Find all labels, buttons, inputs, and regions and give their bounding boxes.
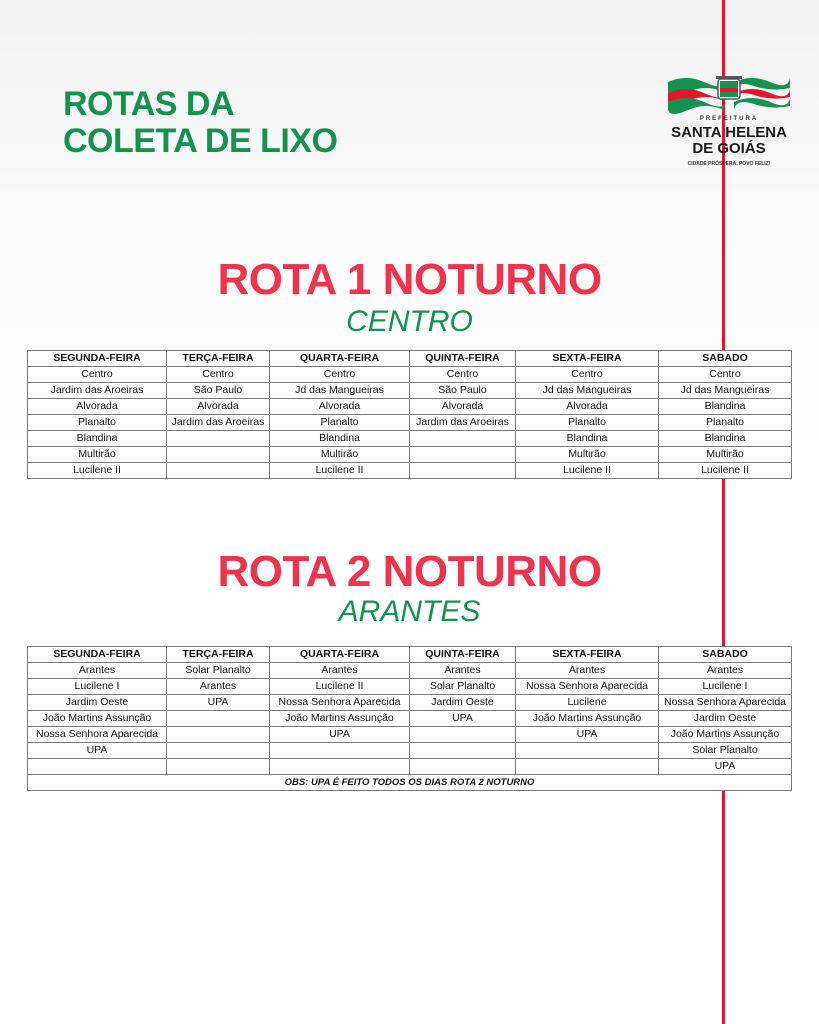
- route1-title: ROTA 1 NOTURNO: [217, 255, 602, 304]
- table-cell: Lucilene II: [270, 463, 410, 479]
- page-title-line2: COLETA DE LIXO: [63, 122, 338, 160]
- table-row: [28, 415, 792, 431]
- table-cell: [270, 743, 410, 759]
- table-cell: UPA: [28, 743, 167, 759]
- table-cell: Multirão: [659, 447, 792, 463]
- table-row: [28, 463, 792, 479]
- table-row: [28, 727, 792, 743]
- table-row: [28, 695, 792, 711]
- table-cell: Centro: [659, 367, 792, 383]
- table-cell: Jardim Oeste: [410, 695, 516, 711]
- logo-name-line2: DE GOIÁS: [692, 140, 766, 157]
- column-header: TERÇA-FEIRA: [167, 351, 270, 367]
- table-cell: Arantes: [167, 679, 270, 695]
- table-cell: [410, 727, 516, 743]
- table-cell: UPA: [410, 711, 516, 727]
- table-cell: [410, 463, 516, 479]
- table-cell: Alvorada: [270, 399, 410, 415]
- table-row: [28, 399, 792, 415]
- column-header: QUINTA-FEIRA: [410, 647, 516, 663]
- table-row: [28, 431, 792, 447]
- table-cell: Jardim Oeste: [28, 695, 167, 711]
- table-cell: Blandina: [516, 431, 659, 447]
- table-row: [28, 743, 792, 759]
- table-cell: Solar Planalto: [659, 743, 792, 759]
- table-cell: [28, 759, 167, 775]
- city-logo: [664, 70, 794, 176]
- table-cell: Arantes: [659, 663, 792, 679]
- table-cell: Arantes: [270, 663, 410, 679]
- table-cell: Centro: [270, 367, 410, 383]
- table-note: OBS: UPA É FEITO TODOS OS DIAS ROTA 2 NOTURNO: [28, 775, 792, 791]
- table-cell: Arantes: [410, 663, 516, 679]
- table-cell: Blandina: [659, 431, 792, 447]
- table-cell: [167, 711, 270, 727]
- table-cell: UPA: [270, 727, 410, 743]
- column-header: TERÇA-FEIRA: [167, 647, 270, 663]
- table-cell: Jardim Oeste: [659, 711, 792, 727]
- table-cell: São Paulo: [167, 383, 270, 399]
- table-cell: UPA: [516, 727, 659, 743]
- table-cell: João Martins Assunção: [270, 711, 410, 727]
- table-cell: Lucilene I: [28, 679, 167, 695]
- table-cell: Lucilene II: [270, 679, 410, 695]
- logo-tagline: CIDADE PRÓSPERA, POVO FELIZ!: [687, 161, 771, 167]
- table-cell: [410, 431, 516, 447]
- table-cell: UPA: [167, 695, 270, 711]
- table-cell: Jd das Mangueiras: [516, 383, 659, 399]
- table-cell: Multirão: [516, 447, 659, 463]
- table-cell: Blandina: [270, 431, 410, 447]
- logo-city-name: [664, 125, 794, 157]
- table-cell: Blandina: [28, 431, 167, 447]
- column-header: QUARTA-FEIRA: [270, 647, 410, 663]
- table-cell: Arantes: [28, 663, 167, 679]
- table-row: [28, 711, 792, 727]
- table-header-row: [28, 647, 792, 663]
- table-cell: Jd das Mangueiras: [659, 383, 792, 399]
- table-cell: Alvorada: [28, 399, 167, 415]
- table-cell: Jardim das Aroeiras: [28, 383, 167, 399]
- table-cell: João Martins Assunção: [659, 727, 792, 743]
- column-header: SABADO: [659, 351, 792, 367]
- route1-table: [27, 350, 792, 479]
- table-cell: Centro: [167, 367, 270, 383]
- column-header: QUARTA-FEIRA: [270, 351, 410, 367]
- column-header: SEXTA-FEIRA: [516, 351, 659, 367]
- table-cell: Centro: [516, 367, 659, 383]
- table-note-row: [28, 775, 792, 791]
- column-header: QUINTA-FEIRA: [410, 351, 516, 367]
- table-cell: Alvorada: [167, 399, 270, 415]
- table-row: [28, 367, 792, 383]
- table-cell: Nossa Senhora Aparecida: [516, 679, 659, 695]
- table-cell: [410, 447, 516, 463]
- table-cell: Lucilene I: [659, 679, 792, 695]
- table-cell: Jd das Mangueiras: [270, 383, 410, 399]
- route2-table: [27, 646, 792, 791]
- table-row: [28, 759, 792, 775]
- table-cell: Alvorada: [410, 399, 516, 415]
- table-cell: [167, 727, 270, 743]
- table-cell: [516, 759, 659, 775]
- table-cell: João Martins Assunção: [516, 711, 659, 727]
- page-title-line1: ROTAS DA: [63, 85, 235, 123]
- table-cell: Jardim das Aroeiras: [167, 415, 270, 431]
- table-cell: [167, 447, 270, 463]
- table-cell: Nossa Senhora Aparecida: [270, 695, 410, 711]
- table-cell: Lucilene II: [659, 463, 792, 479]
- table-cell: Centro: [410, 367, 516, 383]
- table-cell: Planalto: [270, 415, 410, 431]
- table-cell: [270, 759, 410, 775]
- table-cell: Multirão: [28, 447, 167, 463]
- table-row: [28, 663, 792, 679]
- table-cell: Nossa Senhora Aparecida: [28, 727, 167, 743]
- table-cell: [167, 743, 270, 759]
- table-cell: Multirão: [270, 447, 410, 463]
- route2-subtitle: ARANTES: [338, 595, 481, 628]
- table-cell: Jardim das Aroeiras: [410, 415, 516, 431]
- column-header: SABADO: [659, 647, 792, 663]
- table-cell: Planalto: [28, 415, 167, 431]
- table-cell: Nossa Senhora Aparecida: [659, 695, 792, 711]
- flag-emblem-icon: [664, 70, 794, 116]
- table-row: [28, 679, 792, 695]
- table-cell: [410, 759, 516, 775]
- table-cell: Solar Planalto: [167, 663, 270, 679]
- table-cell: [516, 743, 659, 759]
- column-header: SEXTA-FEIRA: [516, 647, 659, 663]
- table-cell: Lucilene II: [28, 463, 167, 479]
- table-cell: Alvorada: [516, 399, 659, 415]
- table-cell: Solar Planalto: [410, 679, 516, 695]
- column-header: SEGUNDA-FEIRA: [28, 647, 167, 663]
- table-cell: Arantes: [516, 663, 659, 679]
- table-cell: Centro: [28, 367, 167, 383]
- table-cell: UPA: [659, 759, 792, 775]
- table-cell: Planalto: [516, 415, 659, 431]
- table-cell: São Paulo: [410, 383, 516, 399]
- table-cell: Blandina: [659, 399, 792, 415]
- route2-title: ROTA 2 NOTURNO: [217, 547, 602, 596]
- table-cell: [167, 431, 270, 447]
- table-cell: [410, 743, 516, 759]
- table-row: [28, 447, 792, 463]
- table-row: [28, 383, 792, 399]
- logo-prefix: PREFEITURA: [699, 116, 759, 122]
- logo-name-line1: SANTA HELENA: [671, 124, 787, 141]
- table-header-row: [28, 351, 792, 367]
- table-cell: Planalto: [659, 415, 792, 431]
- column-header: SEGUNDA-FEIRA: [28, 351, 167, 367]
- page-title: [63, 86, 337, 160]
- table-cell: [167, 463, 270, 479]
- table-cell: Lucilene: [516, 695, 659, 711]
- route1-subtitle: CENTRO: [346, 305, 473, 338]
- table-cell: Lucilene II: [516, 463, 659, 479]
- table-cell: [167, 759, 270, 775]
- table-cell: João Martins Assunção: [28, 711, 167, 727]
